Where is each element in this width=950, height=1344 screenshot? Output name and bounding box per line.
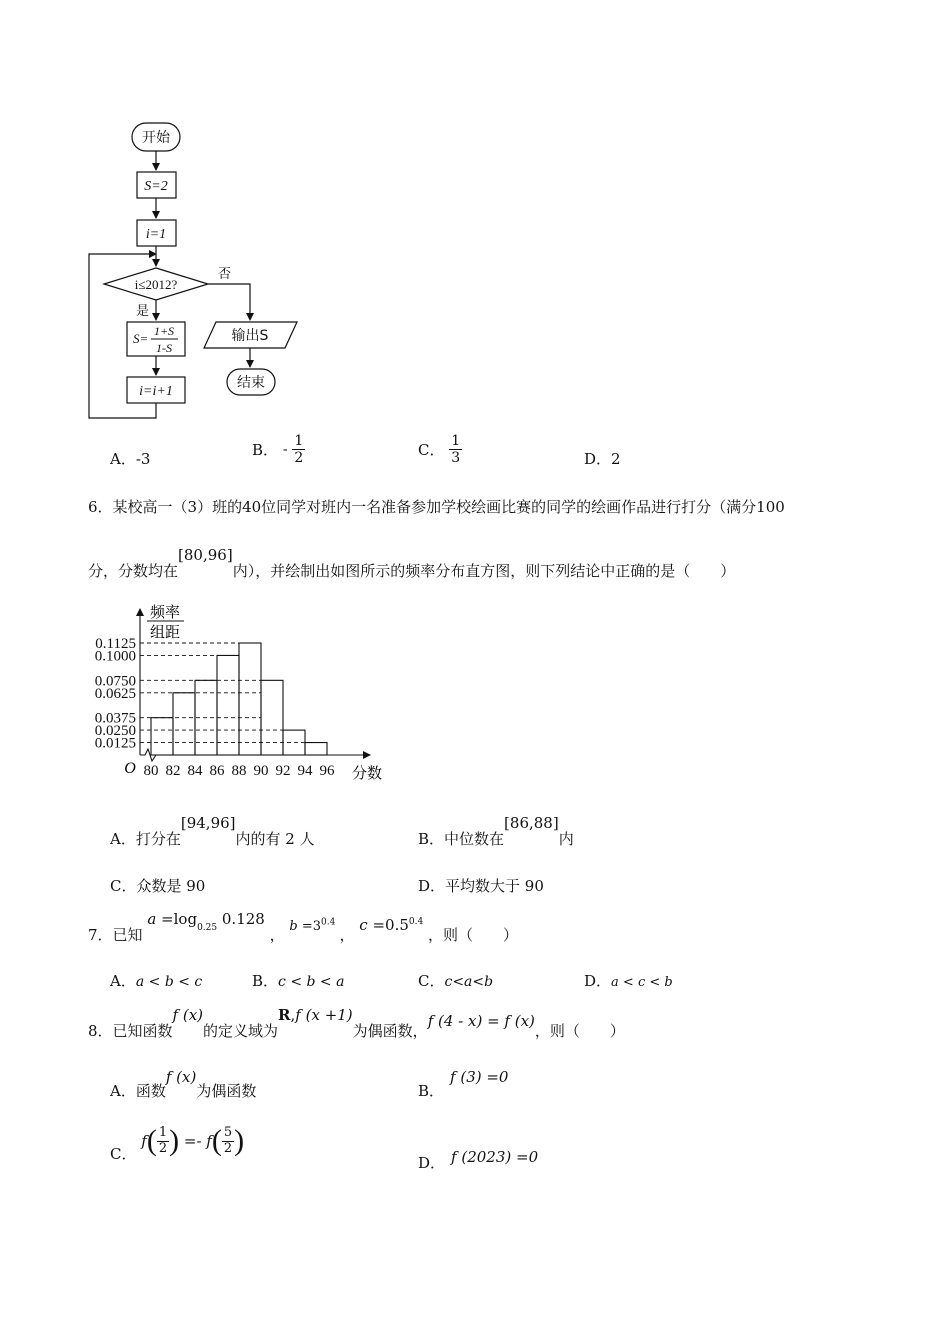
option-expr: a < c < b: [611, 975, 673, 990]
option-fraction: [292, 433, 305, 466]
x-axis: [140, 749, 370, 761]
histogram-bar: [217, 655, 239, 755]
stem-text: 的定义域为: [203, 1022, 279, 1040]
func-f: f: [141, 1132, 147, 1150]
option-letter: A．: [110, 450, 136, 468]
q7-option-d[interactable]: [584, 970, 673, 991]
expr-b: [289, 919, 339, 934]
exponent: 0.4: [408, 917, 424, 927]
option-letter: C．: [418, 972, 445, 990]
expr-fx: f (x): [172, 1006, 204, 1024]
no-branch-line: [208, 284, 250, 320]
update-s-num: 1+S: [153, 324, 175, 338]
var-a: a: [147, 910, 157, 928]
fraction-numerator: 1: [158, 1124, 168, 1140]
end-label: 结束: [237, 375, 265, 391]
fraction-numerator: 1: [294, 433, 304, 449]
option-text: 中位数在: [444, 830, 505, 848]
y-tick-label: 0.0625: [94, 685, 136, 702]
option-text: 内的有 2 人: [235, 830, 315, 848]
option-expr: f (2023) =0: [451, 1148, 539, 1166]
option-letter: D．: [418, 1154, 446, 1172]
y-tick-label: 0.1000: [94, 648, 136, 665]
x-tick-label: 92: [275, 763, 291, 779]
x-tick-label: 90: [253, 763, 269, 779]
x-tick-label: 88: [231, 763, 247, 779]
y-tick-label: 0.0750: [94, 673, 136, 690]
q7-stem: [88, 908, 519, 944]
q5-option-c[interactable]: [418, 433, 462, 466]
yes-label: 是: [136, 304, 150, 319]
option-text: -3: [135, 450, 151, 468]
option-expr: a < b < c: [135, 974, 203, 990]
option-text: 为偶函数: [196, 1082, 257, 1100]
histogram-bar: [261, 680, 283, 755]
q6-option-a[interactable]: [110, 812, 315, 848]
update-s-den: 1-S: [156, 341, 172, 355]
start-label: 开始: [142, 130, 170, 146]
option-letter: D．: [584, 972, 612, 990]
fraction-denominator: 3: [451, 450, 461, 467]
histogram-bar: [239, 643, 261, 755]
q7-option-a[interactable]: [110, 970, 202, 991]
q8-option-c[interactable]: C． f( $\frac{1}{2}$ ) =- f( $\frac{5}{2}$ ): [110, 1124, 245, 1163]
stem-text: 为偶函数，: [352, 1022, 428, 1040]
option-expr: c < b < a: [278, 974, 345, 990]
x-tick-label: 82: [165, 763, 181, 779]
separator: ，: [269, 926, 285, 944]
log-arg: 0.128: [217, 910, 265, 928]
q5-option-d[interactable]: [584, 448, 621, 469]
expr-fx: f (x): [165, 1068, 197, 1086]
fraction-denominator: 2: [158, 1140, 168, 1156]
histogram-bar: [305, 743, 327, 755]
y-tick-label: 0.0375: [94, 710, 136, 727]
fraction: [157, 1126, 169, 1157]
q5-option-a[interactable]: [110, 448, 150, 469]
histogram-bar: [151, 718, 173, 755]
option-letter: A．: [110, 1082, 136, 1100]
option-letter: A．: [110, 972, 136, 990]
option-letter: C．: [110, 877, 137, 895]
increment-label: i=i+1: [139, 384, 173, 399]
q7-option-c[interactable]: [418, 970, 493, 991]
base-text: =0.5: [367, 916, 409, 934]
q6-option-c[interactable]: [110, 875, 205, 896]
question-number: 8．已知函数: [88, 1022, 173, 1040]
option-expr: c<a<b: [444, 974, 494, 990]
stem-text: 分，分数均在: [88, 562, 179, 580]
var-b: b: [289, 919, 298, 934]
option-letter: D．: [584, 450, 612, 468]
option-mid: =- f: [183, 1132, 212, 1150]
option-letter: C．: [110, 1145, 137, 1163]
option-letter: B．: [418, 830, 445, 848]
origin-label: O: [124, 760, 136, 777]
y-tick-label: 0.0250: [94, 723, 136, 740]
condition-label: i≤2012?: [134, 277, 178, 292]
no-label: 否: [218, 267, 232, 282]
q8-option-a[interactable]: [110, 1066, 257, 1100]
expr-condition: f (4 - x) = f (x): [427, 1012, 535, 1030]
init-s-label: S=2: [144, 179, 168, 194]
log-text: =log: [156, 910, 198, 928]
q6-option-d[interactable]: [418, 875, 544, 896]
option-letter: B．: [418, 1082, 445, 1100]
q6-option-b[interactable]: [418, 812, 574, 848]
option-letter: A．: [110, 830, 136, 848]
histogram: [0, 595, 420, 790]
option-letter: D．: [418, 877, 446, 895]
output-label: 输出S: [231, 328, 269, 344]
init-i-label: i=1: [145, 227, 167, 242]
log-base: 0.25: [197, 923, 218, 933]
option-text: 平均数大于 90: [445, 877, 544, 895]
option-fraction: [449, 433, 462, 466]
question-number: 7．已知: [88, 926, 143, 944]
interval-bracket: [80,96]: [178, 546, 233, 564]
q7-option-b[interactable]: [252, 970, 344, 991]
fraction-denominator: 2: [294, 450, 304, 467]
stem-tail: ，则（ ）: [428, 926, 519, 944]
option-text: 2: [611, 450, 621, 468]
q6-stem-line2: [88, 546, 736, 580]
stem-text: 内），并绘制出如图所示的频率分布直方图，则下列结论中正确的是（ ）: [232, 562, 736, 580]
interval-text: 94,96: [186, 814, 230, 832]
interval-bracket: [94,96]: [180, 814, 236, 832]
flowchart: [0, 0, 950, 430]
option-text: 函数: [135, 1082, 166, 1100]
option-expr: f (3) =0: [450, 1068, 509, 1086]
interval-text: 80,96: [183, 546, 227, 564]
var-c: c: [359, 916, 368, 934]
stem-tail: ，则（ ）: [534, 1022, 625, 1040]
y-tick-label: 0.1125: [95, 636, 136, 652]
comma: ,: [290, 1006, 296, 1024]
option-text: 内: [558, 830, 574, 848]
histogram-bar: [173, 693, 195, 755]
update-s-lhs: S=: [133, 331, 149, 346]
fraction: [222, 1126, 234, 1157]
q6-stem-line1: 6．某校高一（3）班的40位同学对班内一名准备参加学校绘画比赛的同学的绘画作品进行打分（满分100: [88, 498, 785, 516]
exponent: 0.4: [321, 917, 336, 928]
option-letter: B．: [252, 441, 279, 460]
expr-fx1: f (x +1): [295, 1006, 353, 1024]
q8-option-b[interactable]: [418, 1066, 509, 1100]
expr-a: [147, 910, 269, 933]
fraction-denominator: 2: [223, 1140, 233, 1156]
expr-c: [359, 916, 428, 934]
x-tick-label: 84: [187, 763, 203, 779]
interval-bracket: [86,88]: [504, 814, 559, 832]
q8-option-d[interactable]: [418, 1146, 539, 1172]
x-tick-label: 80: [143, 763, 159, 779]
option-letter: C．: [418, 441, 445, 460]
base-text: =3: [297, 919, 322, 934]
set-R: R: [278, 1006, 291, 1024]
y-tick-label: 0.0125: [94, 735, 136, 752]
x-tick-label: 94: [297, 763, 313, 779]
fraction-numerator: 5: [223, 1124, 233, 1140]
q8-stem: [88, 1004, 625, 1040]
option-text: 众数是 90: [136, 877, 206, 895]
fraction-numerator: 1: [451, 433, 461, 449]
y-label-bottom: 组距: [149, 623, 181, 641]
option-letter: B．: [252, 972, 279, 990]
option-sign: -: [282, 441, 288, 458]
interval-text: 86,88: [509, 814, 553, 832]
separator: ，: [339, 926, 355, 944]
x-axis-label: 分数: [352, 764, 383, 782]
y-label-top: 频率: [149, 603, 181, 621]
x-tick-label: 96: [319, 763, 335, 779]
option-text: 打分在: [135, 830, 181, 848]
x-tick-label: 86: [209, 763, 225, 779]
q5-option-b[interactable]: [252, 433, 305, 466]
